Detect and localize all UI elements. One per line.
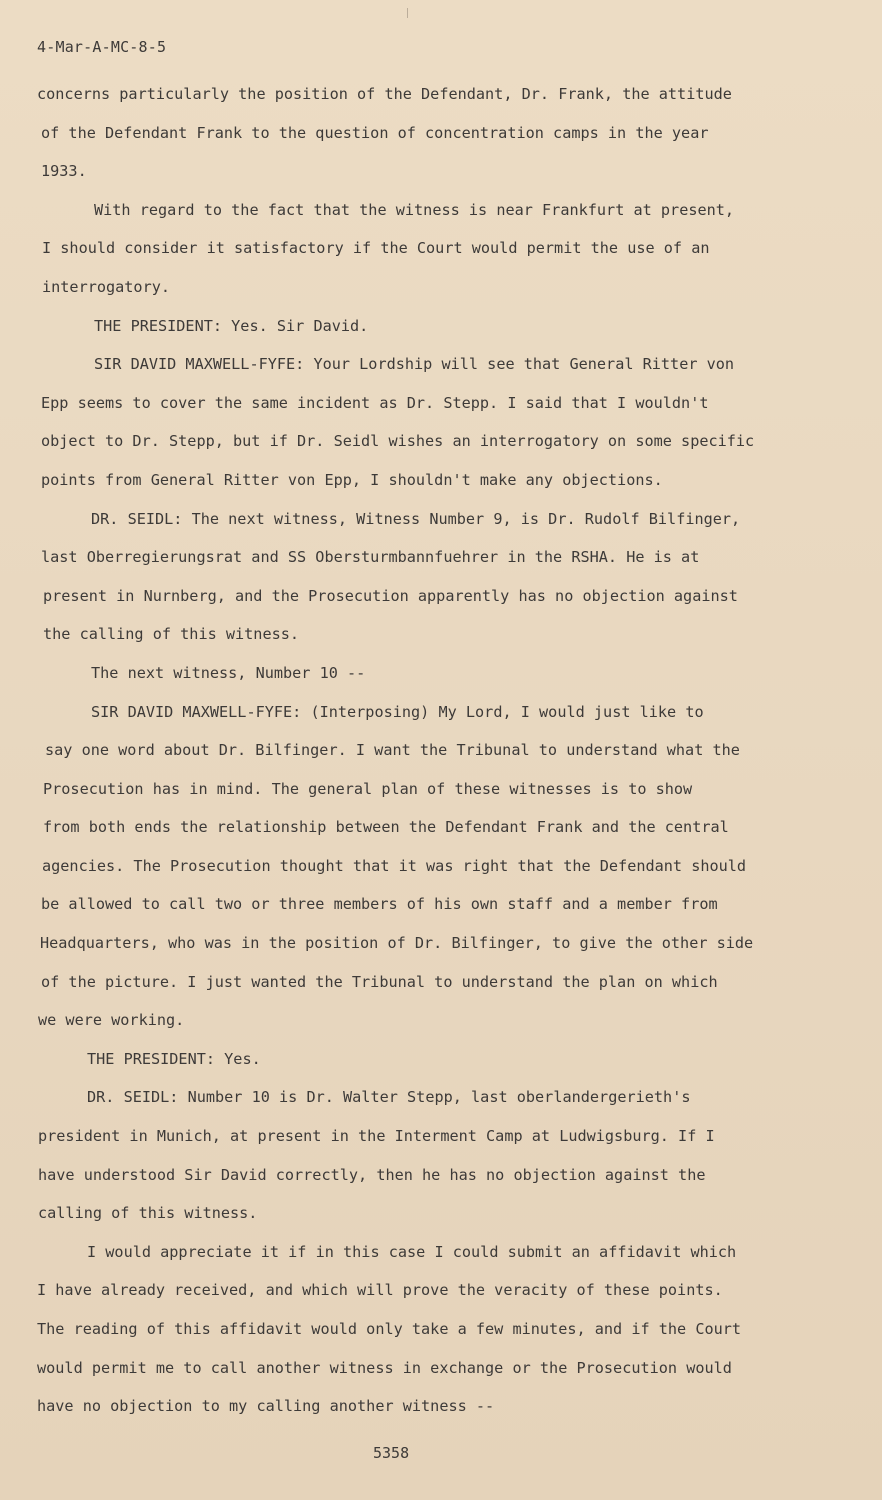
text-line: With regard to the fact that the witness is near Frankfurt at present, xyxy=(94,200,735,219)
text-line: say one word about Dr. Bilfinger. I want the Tribunal to understand what the xyxy=(45,741,740,760)
text-line: interrogatory. xyxy=(42,277,171,296)
paragraph xyxy=(37,191,807,307)
text-line: Headquarters, who was in the position of Dr. Bilfinger, to give the other side xyxy=(40,934,754,953)
text-line: be allowed to call two or three members of his own staff and a member from xyxy=(41,895,718,914)
paragraph xyxy=(37,1078,807,1232)
text-line: would permit me to call another witness in exchange or the Prosecution would xyxy=(37,1358,732,1377)
text-line: of the picture. I just wanted the Tribunal to understand the plan on which xyxy=(41,972,718,991)
text-line: from both ends the relationship between the Defendant Frank and the central xyxy=(43,818,729,837)
paragraph xyxy=(37,500,807,654)
text-line: agencies. The Prosecution thought that it was right that the Defendant should xyxy=(42,856,747,875)
paragraph xyxy=(37,1233,807,1426)
text-line: present in Nurnberg, and the Prosecution apparently has no objection against xyxy=(43,586,738,605)
text-line: SIR DAVID MAXWELL-FYFE: (Interposing) My Lord, I would just like to xyxy=(91,702,704,721)
paragraph xyxy=(37,1040,807,1079)
text-line: I have already received, and which will prove the veracity of these points. xyxy=(37,1281,723,1300)
page-number: 5358 xyxy=(373,1444,410,1462)
text-line: have no objection to my calling another witness -- xyxy=(37,1397,495,1416)
text-line: The reading of this affidavit would only take a few minutes, and if the Court xyxy=(37,1320,742,1338)
text-line: calling of this witness. xyxy=(38,1204,258,1223)
page-identifier: 4-Mar-A-MC-8-5 xyxy=(37,38,167,56)
paragraph xyxy=(37,345,807,499)
text-line: concerns particularly the position of the Defendant, Dr. Frank, the attitude xyxy=(37,85,732,103)
text-line: have understood Sir David correctly, then he has no objection against the xyxy=(38,1165,706,1184)
text-line: I would appreciate it if in this case I could submit an affidavit which xyxy=(87,1242,737,1261)
text-line: Epp seems to cover the same incident as Dr. Stepp. I said that I wouldn't xyxy=(41,393,709,412)
text-line: president in Munich, at present in the Interment Camp at Ludwigsburg. If I xyxy=(38,1127,715,1146)
paragraph xyxy=(37,307,807,346)
text-line: of the Defendant Frank to the question of concentration camps in the year xyxy=(41,123,709,142)
paragraph xyxy=(37,654,807,693)
text-line: points from General Ritter von Epp, I shouldn't make any objections. xyxy=(41,470,663,489)
binding-mark xyxy=(407,8,408,18)
paragraph xyxy=(37,693,807,1040)
text-line: SIR DAVID MAXWELL-FYFE: Your Lordship will see that General Ritter von xyxy=(94,355,735,374)
text-line: Prosecution has in mind. The general plan of these witnesses is to show xyxy=(43,779,693,798)
text-line: DR. SEIDL: The next witness, Witness Number 9, is Dr. Rudolf Bilfinger, xyxy=(91,509,741,528)
text-line: THE PRESIDENT: Yes. xyxy=(87,1049,261,1068)
text-line: I should consider it satisfactory if the Court would permit the use of an xyxy=(42,239,710,258)
text-line: THE PRESIDENT: Yes. Sir David. xyxy=(94,316,369,335)
text-line: last Oberregierungsrat and SS Obersturmbannfuehrer in the RSHA. He is at xyxy=(41,548,700,567)
text-line: 1933. xyxy=(41,162,87,181)
text-line: The next witness, Number 10 -- xyxy=(91,663,366,682)
text-line: object to Dr. Stepp, but if Dr. Seidl wishes an interrogatory on some specific xyxy=(41,432,755,451)
transcript-body xyxy=(37,75,807,1426)
text-line: DR. SEIDL: Number 10 is Dr. Walter Stepp, last oberlandergerieth's xyxy=(87,1088,691,1107)
text-line: we were working. xyxy=(38,1011,185,1030)
paragraph xyxy=(37,75,807,191)
text-line: the calling of this witness. xyxy=(43,625,300,644)
